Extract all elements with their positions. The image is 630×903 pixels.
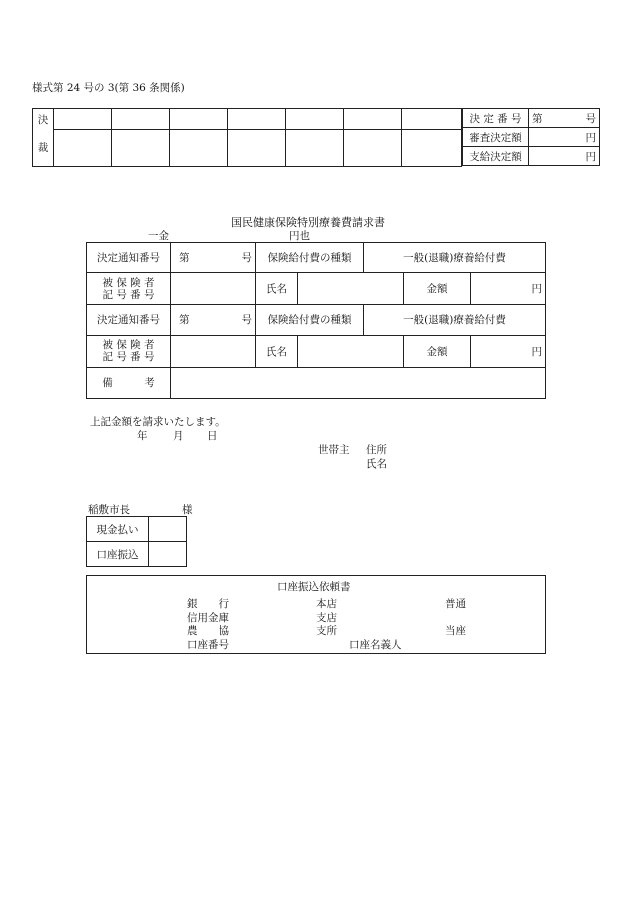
approval-label-2: 裁 [33, 130, 54, 167]
stamp-box[interactable] [54, 109, 112, 130]
account-holder-label: 口座名義人 [349, 639, 402, 651]
decision-number-field[interactable] [529, 109, 600, 128]
claim-table [86, 242, 546, 399]
benefit-type-label-2: 保険給付費の種類 [256, 305, 364, 335]
form-title: 国民健康保険特別療養費請求書 [231, 216, 385, 229]
cash-payment-checkbox[interactable] [149, 517, 187, 542]
payment-amount-unit: 円 [585, 150, 596, 163]
notice-number-prefix-2: 第 [171, 305, 223, 335]
amount-label-2: 金額 [404, 335, 471, 367]
stamp-box[interactable] [286, 130, 344, 167]
insured-label-line-2: 記 号 番 号 [102, 288, 155, 301]
insured-label-1 [87, 273, 171, 305]
decision-number-suffix: 号 [585, 112, 596, 125]
stamp-box[interactable] [228, 109, 286, 130]
account-number-label: 口座番号 [187, 639, 229, 651]
bank-transfer-request-box [86, 575, 546, 654]
branch-label: 支店 [316, 612, 337, 624]
household-head-label: 世帯主 [318, 444, 350, 456]
date-day: 日 [207, 430, 218, 442]
amount-prefix: 一金 [148, 230, 169, 242]
benefit-type-value-1: 一般(退職)療養給付費 [364, 243, 546, 273]
payment-amount-label: 支給決定額 [463, 147, 529, 166]
name-label-2: 氏名 [256, 335, 298, 367]
amount-suffix: 円也 [289, 230, 310, 242]
benefit-type-value-2: 一般(退職)療養給付費 [364, 305, 546, 335]
address-label: 住所 [366, 444, 387, 456]
insured-label-2 [87, 335, 171, 367]
stamp-box[interactable] [402, 109, 462, 130]
request-text: 上記金額を請求いたします。 [90, 416, 226, 428]
amount-unit-2: 円 [531, 345, 543, 358]
notice-number-prefix-1: 第 [171, 243, 223, 273]
remarks-field[interactable] [171, 367, 546, 398]
sub-branch-label: 支所 [316, 625, 337, 637]
stamp-box[interactable] [402, 130, 462, 167]
stamp-box[interactable] [112, 109, 170, 130]
notice-number-label-1: 決定通知番号 [87, 243, 171, 273]
credit-union-label: 信用金庫 [187, 612, 229, 624]
remarks-label: 備 考 [87, 367, 171, 398]
approval-stamp-table [32, 108, 462, 167]
payment-method-table [86, 516, 187, 567]
name-label-1: 氏名 [256, 273, 298, 305]
decision-number-label: 決 定 番 号 [463, 109, 529, 128]
mayor-label: 稲敷市長 [88, 504, 130, 516]
notice-number-label-2: 決定通知番号 [87, 305, 171, 335]
honorific-label: 様 [182, 504, 193, 516]
date-month: 月 [173, 430, 184, 442]
bank-request-title: 口座振込依頼書 [277, 581, 351, 593]
ordinary-account-label: 普通 [445, 598, 466, 610]
head-office-label: 本店 [316, 598, 337, 610]
stamp-box[interactable] [344, 109, 402, 130]
cash-payment-label: 現金払い [87, 517, 149, 542]
current-account-label: 当座 [445, 625, 466, 637]
amount-field-1[interactable] [471, 273, 546, 305]
review-amount-field[interactable] [529, 128, 600, 147]
insured-number-field-2[interactable] [171, 335, 256, 367]
insured-label-line-2: 記 号 番 号 [102, 351, 155, 364]
review-amount-label: 審査決定額 [463, 128, 529, 147]
name-field-2[interactable] [298, 335, 404, 367]
approval-label-1: 決 [33, 109, 54, 130]
agri-coop-label: 農 協 [187, 625, 229, 637]
decision-table [462, 108, 600, 166]
insured-number-field-1[interactable] [171, 273, 256, 305]
transfer-payment-checkbox[interactable] [149, 542, 187, 567]
name-field-1[interactable] [298, 273, 404, 305]
amount-unit-1: 円 [531, 283, 543, 296]
form-number: 様式第 24 号の 3(第 36 条関係) [32, 82, 185, 94]
stamp-box[interactable] [54, 130, 112, 167]
stamp-box[interactable] [112, 130, 170, 167]
stamp-box[interactable] [170, 109, 228, 130]
notice-number-suffix-1: 号 [223, 243, 256, 273]
date-year: 年 [137, 430, 148, 442]
insured-label-line-1: 被 保 険 者 [102, 339, 155, 352]
amount-label-1: 金額 [404, 273, 471, 305]
stamp-box[interactable] [344, 130, 402, 167]
amount-field-2[interactable] [471, 335, 546, 367]
applicant-name-label: 氏名 [366, 458, 387, 470]
stamp-box[interactable] [170, 130, 228, 167]
transfer-payment-label: 口座振込 [87, 542, 149, 567]
stamp-box[interactable] [286, 109, 344, 130]
payment-amount-field[interactable] [529, 147, 600, 166]
notice-number-suffix-2: 号 [223, 305, 256, 335]
decision-number-prefix: 第 [532, 112, 543, 125]
benefit-type-label-1: 保険給付費の種類 [256, 243, 364, 273]
review-amount-unit: 円 [585, 131, 596, 144]
stamp-box[interactable] [228, 130, 286, 167]
bank-label: 銀 行 [187, 598, 229, 610]
insured-label-line-1: 被 保 険 者 [102, 276, 155, 289]
